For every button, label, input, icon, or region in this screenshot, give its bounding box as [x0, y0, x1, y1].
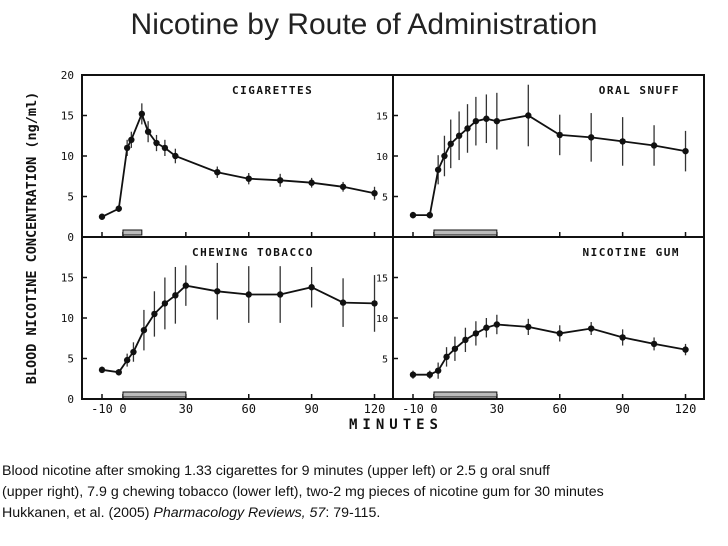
data-point	[456, 133, 462, 139]
data-point	[172, 292, 178, 298]
exposure-bar	[123, 392, 186, 397]
data-point	[124, 145, 130, 151]
data-point	[473, 330, 479, 336]
data-point	[183, 282, 189, 288]
data-point	[214, 169, 220, 175]
data-point	[452, 346, 458, 352]
data-point	[619, 138, 625, 144]
series-line	[413, 116, 686, 216]
exposure-bar	[434, 230, 497, 235]
data-point	[494, 118, 500, 124]
data-point	[473, 118, 479, 124]
panel-oral-snuff	[376, 75, 704, 237]
y-tick-label: 0	[67, 231, 74, 244]
data-point	[483, 116, 489, 122]
data-point	[130, 349, 136, 355]
citation-journal: Pharmacology Reviews, 57	[153, 505, 326, 521]
y-tick-label: 15	[375, 111, 388, 123]
y-axis-label: BLOOD NICOTINE CONCENTRATION (ng/ml)	[24, 91, 40, 385]
data-point	[682, 148, 688, 154]
data-point	[99, 367, 105, 373]
data-point	[464, 125, 470, 131]
x-axis-label: MINUTES	[348, 417, 444, 433]
data-point	[214, 288, 220, 294]
data-point	[410, 212, 416, 218]
y-tick-label: 5	[67, 190, 74, 204]
data-point	[462, 337, 468, 343]
x-tick-label: 90	[304, 402, 319, 416]
data-point	[448, 141, 454, 147]
y-tick-label: 15	[60, 109, 74, 123]
panel-label: CIGARETTES	[232, 84, 314, 97]
panel-frame	[82, 75, 393, 237]
data-point	[441, 153, 447, 159]
x-tick-label: 120	[363, 402, 386, 416]
y-tick-label: 20	[60, 69, 74, 82]
data-point	[151, 311, 157, 317]
data-point	[435, 367, 441, 373]
data-point	[124, 357, 130, 363]
data-point	[443, 354, 449, 360]
data-point	[588, 134, 594, 140]
x-tick-label: 60	[241, 402, 256, 416]
panel-chewing-tobacco	[61, 237, 393, 416]
data-point	[525, 112, 531, 118]
caption-line-3	[2, 503, 726, 524]
data-point	[651, 142, 657, 148]
data-point	[308, 180, 314, 186]
exposure-bar	[434, 392, 497, 397]
caption-line-2: (upper right), 7.9 g chewing tobacco (lower left), two-2 mg pieces of nicotine gum for 30 minutes	[2, 484, 604, 500]
data-point	[619, 334, 625, 340]
x-tick-label: 60	[552, 402, 567, 416]
data-point	[483, 325, 489, 331]
data-point	[277, 177, 283, 183]
data-point	[525, 324, 531, 330]
data-point	[145, 129, 151, 135]
y-tick-label: 5	[381, 354, 388, 366]
data-point	[557, 330, 563, 336]
data-point	[116, 369, 122, 375]
y-tick-label: 15	[375, 273, 388, 285]
data-point	[340, 299, 346, 305]
x-tick-label: -10	[91, 402, 113, 416]
data-point	[340, 184, 346, 190]
data-point	[427, 212, 433, 218]
data-point	[435, 167, 441, 173]
data-point	[277, 291, 283, 297]
y-tick-label: 10	[375, 314, 388, 325]
panel-cigarettes	[61, 69, 393, 244]
data-point	[172, 153, 178, 159]
exposure-bar	[123, 230, 142, 235]
data-point	[141, 327, 147, 333]
data-point	[246, 175, 252, 181]
data-point	[128, 137, 134, 143]
data-point	[588, 325, 594, 331]
y-tick-label: 10	[60, 312, 74, 325]
x-tick-label: 0	[119, 402, 127, 416]
x-tick-label: 90	[615, 402, 630, 416]
data-point	[99, 214, 105, 220]
x-tick-label: 0	[430, 402, 438, 416]
x-tick-label: -10	[402, 402, 424, 416]
panel-frame	[393, 75, 704, 237]
y-tick-label: 0	[67, 393, 74, 406]
panel-label: CHEWING TOBACCO	[192, 246, 314, 259]
data-point	[246, 291, 252, 297]
data-point	[557, 132, 563, 138]
y-tick-label: 15	[60, 271, 74, 285]
data-point	[153, 140, 159, 146]
data-point	[371, 190, 377, 196]
panel-nicotine-gum	[376, 237, 704, 416]
data-point	[427, 372, 433, 378]
x-tick-label: 30	[178, 402, 194, 416]
data-point	[410, 372, 416, 378]
series-line	[102, 114, 375, 217]
y-tick-label: 10	[60, 150, 74, 163]
y-tick-label: 5	[67, 352, 74, 366]
panel-label: NICOTINE GUM	[582, 246, 680, 259]
panel-frame	[82, 237, 393, 399]
panel-label: ORAL SNUFF	[598, 84, 680, 97]
x-tick-label: 30	[489, 402, 505, 416]
panel-frame	[393, 237, 704, 399]
figure-caption	[2, 461, 726, 524]
data-point	[651, 341, 657, 347]
data-point	[162, 300, 168, 306]
y-tick-label: 5	[381, 192, 388, 204]
data-point	[162, 145, 168, 151]
x-tick-label: 120	[674, 402, 697, 416]
data-point	[371, 300, 377, 306]
data-point	[494, 321, 500, 327]
y-tick-label: 10	[375, 152, 388, 163]
slide-title: Nicotine by Route of Administration	[130, 8, 598, 41]
citation-pages: : 79-115.	[325, 505, 381, 521]
caption-line-1: Blood nicotine after smoking 1.33 cigarettes for 9 minutes (upper left) or 2.5 g oral snuff	[2, 463, 550, 479]
data-point	[116, 205, 122, 211]
data-point	[682, 346, 688, 352]
data-point	[139, 111, 145, 117]
data-point	[308, 284, 314, 290]
citation-authors: Hukkanen, et al. (2005)	[2, 505, 154, 521]
